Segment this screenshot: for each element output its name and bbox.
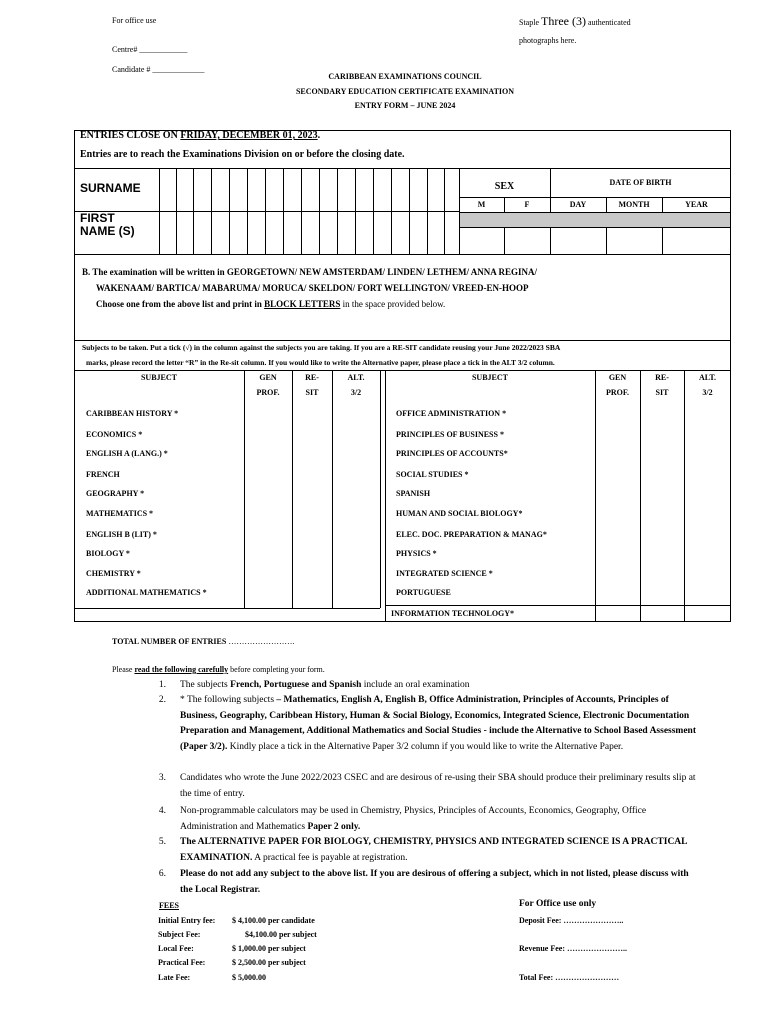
- exam-title: SECONDARY EDUCATION CERTIFICATE EXAMINATION: [295, 87, 515, 96]
- subject-left: ECONOMICS *: [86, 430, 143, 439]
- please-underlined: read the following carefully: [134, 665, 229, 674]
- subject-right: SOCIAL STUDIES *: [396, 470, 469, 479]
- left-resit-2: SIT: [305, 388, 319, 397]
- left-gen-1: GEN: [259, 373, 277, 382]
- staple-pre: Staple: [519, 18, 541, 27]
- sex-m-label: M: [477, 200, 486, 209]
- subject-left: MATHEMATICS *: [86, 509, 154, 518]
- subject-right: SPANISH: [396, 489, 431, 498]
- staple-note-line2: photographs here.: [519, 36, 577, 45]
- entries-close: [80, 130, 320, 141]
- day-label: DAY: [569, 200, 587, 209]
- left-subject-header: SUBJECT: [140, 373, 177, 382]
- centre-instruction-post: in the space provided below.: [340, 299, 446, 309]
- subject-right: OFFICE ADMINISTRATION *: [396, 409, 507, 418]
- fee-value: $4,100.00 per subject: [245, 930, 317, 939]
- note-number: 4.: [158, 806, 166, 816]
- please-post: before completing your form.: [228, 665, 325, 674]
- right-resit-1: RE-: [655, 373, 669, 382]
- note-5-a: The ALTERNATIVE PAPER FOR BIOLOGY, CHEMISTRY, PHYSICS AND INTEGRATED SCIENCE IS A PRACTICAL EXAMINATION.: [180, 837, 687, 863]
- closing-date: FRIDAY, DECEMBER 01, 2023: [180, 130, 318, 141]
- note-3-a: Candidates who wrote the June 2022/2023 CSEC and are desirous of re-using their SBA should produce their preliminary results slip at the time of entry.: [180, 773, 696, 799]
- candidate-field[interactable]: Candidate # _____________: [112, 65, 205, 74]
- note-2-b: – Mathematics, English A, English B, Office Administration, Principles of Accounts, Principles of Business, Geography, Caribbean History, Human & Social Biology, Economics, Integrated Science, Electronic Documentation Preparation and Management, Additional Mathematics and Social Studies - include the Alternative to School Based Assessment (Paper 3/2).: [180, 695, 697, 752]
- note-number: 3.: [158, 773, 166, 783]
- subject-left: BIOLOGY *: [86, 549, 130, 558]
- form-title: ENTRY FORM – JUNE 2024: [354, 101, 456, 110]
- right-gen-1: GEN: [608, 373, 627, 382]
- left-resit-header: [292, 370, 332, 400]
- note-4-a: Non-programmable calculators may be used in Chemistry, Physics, Principles of Accounts, Economics, Geography, Office Administration and Mathematics: [180, 806, 647, 832]
- fee-label: Practical Fee:: [158, 958, 206, 967]
- sex-label: SEX: [494, 181, 515, 192]
- total-entries-dots[interactable]: …………………….: [228, 637, 295, 646]
- subject-right: PHYSICS *: [396, 549, 437, 558]
- please-read: [112, 665, 325, 674]
- right-gen-header: [595, 370, 640, 400]
- total-entries: [112, 637, 294, 646]
- shaded-row: [460, 212, 730, 227]
- fee-label: Initial Entry fee:: [158, 916, 216, 925]
- deposit-fee[interactable]: Deposit Fee: …………………..: [519, 916, 624, 925]
- right-subject-header: SUBJECT: [471, 373, 508, 382]
- fees-title: FEES: [159, 901, 180, 910]
- subject-left: ENGLISH B (LIT) *: [86, 530, 157, 539]
- left-alt-2: 3/2: [350, 388, 362, 397]
- staple-count: Three (3): [541, 14, 586, 28]
- sex-f-label: F: [524, 200, 530, 209]
- note-4-b: Paper 2 only.: [307, 821, 361, 832]
- subject-right: PORTUGUESE: [396, 588, 451, 597]
- right-resit-header: [640, 370, 684, 400]
- block-letters: BLOCK LETTERS: [264, 299, 341, 309]
- staple-post: authenticated: [585, 18, 631, 27]
- revenue-fee[interactable]: Revenue Fee: …………………..: [519, 944, 627, 953]
- entries-close-pre: ENTRIES CLOSE ON: [80, 130, 181, 141]
- centre-list-line2: WAKENAAM/ BARTICA/ MABARUMA/ MORUCA/ SKELDON/ FORT WELLINGTON/ VREED-EN-HOOP: [96, 283, 529, 293]
- year-label: YEAR: [685, 200, 708, 209]
- subject-left: CARIBBEAN HISTORY *: [86, 409, 179, 418]
- subject-right: INFORMATION TECHNOLOGY*: [391, 609, 515, 618]
- note-2-a: * The following subjects: [180, 695, 277, 705]
- entries-reach: Entries are to reach the Examinations Division on or before the closing date.: [80, 149, 405, 160]
- note-number: 5.: [158, 837, 166, 847]
- left-resit-1: RE-: [305, 373, 319, 382]
- subject-right: PRINCIPLES OF BUSINESS *: [396, 430, 504, 439]
- fee-label: Late Fee:: [158, 973, 191, 982]
- note-number: 1.: [158, 680, 166, 690]
- subject-left: GEOGRAPHY *: [86, 489, 145, 498]
- subject-right: INTEGRATED SCIENCE *: [396, 569, 493, 578]
- council-title: CARIBBEAN EXAMINATIONS COUNCIL: [328, 72, 482, 81]
- left-alt-header: [332, 370, 380, 400]
- centre-list-line1: B. The examination will be written in GEORGETOWN/ NEW AMSTERDAM/ LINDEN/ LETHEM/ ANNA REGINA/: [82, 267, 538, 277]
- note-6-a: Please do not add any subject to the above list. If you are desirous of offering a subject, which in not listed, please discuss with the Local Registrar.: [180, 869, 689, 895]
- note-1-b: French, Portuguese and Spanish: [230, 680, 362, 690]
- note-1-a: The subjects: [180, 680, 231, 690]
- centre-instruction-pre: Choose one from the above list and print in: [96, 299, 265, 309]
- subject-left: FRENCH: [86, 470, 120, 479]
- note-number: 2.: [158, 695, 166, 705]
- fee-value: $ 1,000.00 per subject: [232, 944, 306, 953]
- right-alt-1: ALT.: [698, 373, 717, 382]
- right-alt-2: 3/2: [702, 388, 713, 397]
- month-label: MONTH: [618, 200, 650, 209]
- first-name-line1: FIRST: [80, 211, 115, 225]
- left-gen-2: PROF.: [256, 388, 280, 397]
- note-2-c: Kindly place a tick in the Alternative Paper 3/2 column if you would like to write the Alternative Paper.: [227, 741, 624, 752]
- subjects-intro-line1: Subjects to be taken. Put a tick (√) in the column against the subjects you are taking. If you are a RE-SIT candidate reusing your June 2022/2023 SBA: [82, 343, 561, 352]
- right-gen-2: PROF.: [605, 388, 630, 397]
- fee-value: $ 2,500.00 per subject: [232, 958, 306, 967]
- centre-instruction: [96, 299, 445, 309]
- right-alt-header: [684, 370, 731, 400]
- office-only-title: For Office use only: [519, 899, 597, 909]
- total-entries-label: TOTAL NUMBER OF ENTRIES: [112, 637, 229, 646]
- fee-value: $ 4,100.00 per candidate: [232, 916, 315, 925]
- subject-right: HUMAN AND SOCIAL BIOLOGY*: [396, 509, 523, 518]
- subject-left: CHEMISTRY *: [86, 569, 141, 578]
- left-gen-header: [244, 370, 292, 400]
- staple-note: [519, 14, 631, 29]
- subject-left: ADDITIONAL MATHEMATICS *: [86, 588, 207, 597]
- note-1-c: include an oral examination: [361, 680, 470, 690]
- please-pre: Please: [112, 665, 135, 674]
- fee-label: Subject Fee:: [158, 930, 201, 939]
- right-resit-2: SIT: [655, 388, 669, 397]
- note-number: 6.: [158, 869, 166, 879]
- left-alt-1: ALT.: [347, 373, 365, 382]
- centre-field[interactable]: Centre# ____________: [112, 45, 188, 54]
- fee-label: Local Fee:: [158, 944, 194, 953]
- total-fee[interactable]: Total Fee: ……………………: [519, 973, 620, 982]
- subject-right: ELEC. DOC. PREPARATION & MANAG*: [396, 530, 547, 539]
- first-name-line2: NAME (S): [80, 224, 135, 238]
- note-5-b: A practical fee is payable at registration.: [252, 852, 408, 863]
- subject-right: PRINCIPLES OF ACCOUNTS*: [396, 449, 508, 458]
- subjects-intro-line2: marks, please record the letter “R” in the Re-sit column. If you would like to write the Alternative paper, please place a tick in the ALT 3/2 column.: [86, 358, 555, 367]
- first-name-label: [80, 212, 135, 238]
- dob-label: DATE OF BIRTH: [609, 178, 672, 187]
- entries-close-post: .: [317, 130, 321, 141]
- office-use-label: For office use: [112, 16, 157, 25]
- subject-left: ENGLISH A (LANG.) *: [86, 449, 168, 458]
- fee-value: $ 5,000.00: [232, 973, 266, 982]
- surname-label: SURNAME: [80, 181, 141, 195]
